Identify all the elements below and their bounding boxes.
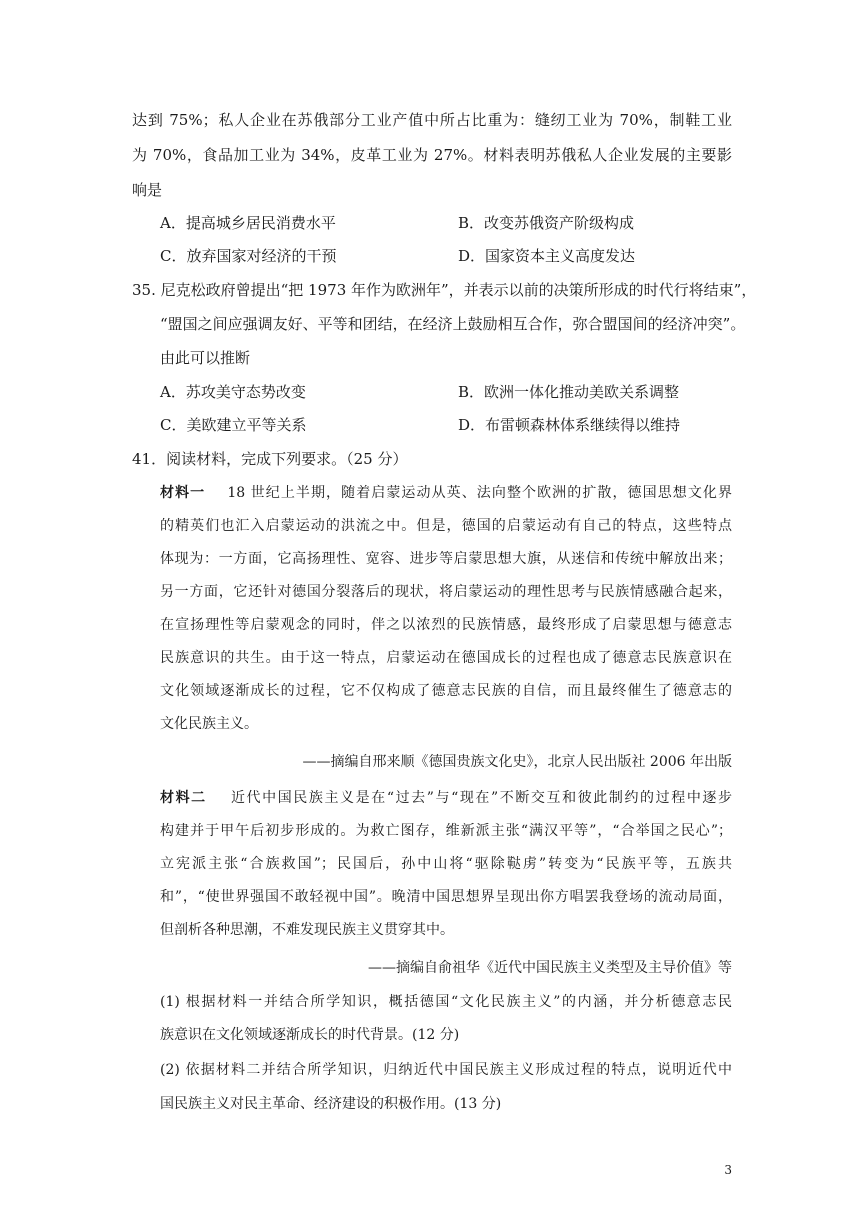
q35-option-b: B．欧洲一体化推动美欧关系调整 [458, 383, 680, 401]
material-2-text: 近代中国民族主义是在“过去”与“现在”不断交互和彼此制约的过程中逐步 [230, 790, 732, 806]
q35-stem-line-1: 35. 尼克松政府曾提出“把 1973 年作为欧洲年”，并表示以前的决策所形成的时代行将结束”， [132, 281, 757, 299]
requirement-1-line-2: 族意识在文化领域逐渐成长的时代背景。(12 分) [160, 1027, 460, 1043]
q35-option-c: C．美欧建立平等关系 [160, 416, 307, 434]
q35-stem-line-2: “盟国之间应强调友好、平等和团结，在经济上鼓励相互合作，弥合盟国间的经济冲突”。 [160, 315, 746, 333]
q41-heading: 41．阅读材料，完成下列要求。（25 分） [132, 450, 408, 468]
material-2-line-3: 立宪派主张“合族救国”；民国后，孙中山将“驱除鞑虏”转变为“民族平等，五族共 [160, 856, 732, 872]
material-2-line-2: 构建并于甲午后初步形成的。为救亡图存，维新派主张“满汉平等”，“合举国之民心”； [160, 823, 732, 839]
q34-text-line-2: 为 70%，食品加工业为 34%，皮革工业为 27%。材料表明苏俄私人企业发展的主要影 [132, 146, 732, 164]
material-1-line-2: 的精英们也汇入启蒙运动的洪流之中。但是，德国的启蒙运动有自己的特点，这些特点 [160, 518, 732, 534]
material-1-line-3: 体现为：一方面，它高扬理性、宽容、进步等启蒙思想大旗，从迷信和传统中解放出来； [160, 551, 732, 567]
q35-option-a: A．苏攻美守态势改变 [160, 383, 306, 401]
requirement-1-line-1: (1) 根据材料一并结合所学知识，概括德国“文化民族主义”的内涵，并分析德意志民 [160, 994, 732, 1010]
material-2-line-1 [160, 788, 732, 808]
q34-option-b: B．改变苏俄资产阶级构成 [458, 214, 635, 232]
requirement-2-line-1: (2) 依据材料二并结合所学知识，归纳近代中国民族主义形成过程的特点，说明近代中 [160, 1062, 732, 1078]
material-1-label: 材料一 [160, 485, 206, 501]
q34-option-a: A．提高城乡居民消费水平 [160, 214, 336, 232]
material-1-source: ——摘编自邢来顺《德国贵族文化史》，北京人民出版社 2006 年出版 [302, 754, 732, 770]
page-number: 3 [724, 1163, 732, 1177]
material-1-line-8: 文化民族主义。 [160, 716, 258, 732]
q35-stem-line-3: 由此可以推断 [160, 349, 251, 367]
material-2-label: 材料二 [160, 790, 207, 806]
material-1-text: 18 世纪上半期，随着启蒙运动从英、法向整个欧洲的扩散，德国思想文化界 [227, 485, 733, 501]
q34-text-line-3: 响是 [132, 181, 163, 199]
q34-text-line-1: 达到 75%；私人企业在苏俄部分工业产值中所占比重为：缝纫工业为 70%，制鞋工业 [132, 111, 732, 129]
material-2-line-5: 但剖析各种思潮，不难发现民族主义贯穿其中。 [160, 922, 454, 938]
q34-option-d: D．国家资本主义高度发达 [458, 247, 636, 265]
requirement-2-line-2: 国民族主义对民主革命、经济建设的积极作用。(13 分) [160, 1096, 502, 1112]
material-2-line-4: 和”，“使世界强国不敢轻视中国”。晚清中国思想界呈现出你方唱罢我登场的流动局面， [160, 889, 732, 905]
q34-option-c: C．放弃国家对经济的干预 [160, 247, 337, 265]
material-1-line-4: 另一方面，它还针对德国分裂落后的现状，将启蒙运动的理性思考与民族情感融合起来， [160, 584, 732, 600]
material-1-line-1 [160, 483, 732, 503]
material-1-line-6: 民族意识的共生。由于这一特点，启蒙运动在德国成长的过程也成了德意志民族意识在 [160, 650, 732, 666]
material-1-line-5: 在宣扬理性等启蒙观念的同时，伴之以浓烈的民族情感，最终形成了启蒙思想与德意志 [160, 617, 732, 633]
q35-option-d: D．布雷顿森林体系继续得以维持 [458, 416, 681, 434]
material-1-line-7: 文化领域逐渐成长的过程，它不仅构成了德意志民族的自信，而且最终催生了德意志的 [160, 683, 732, 699]
material-2-source: ——摘编自俞祖华《近代中国民族主义类型及主导价值》等 [368, 960, 732, 976]
